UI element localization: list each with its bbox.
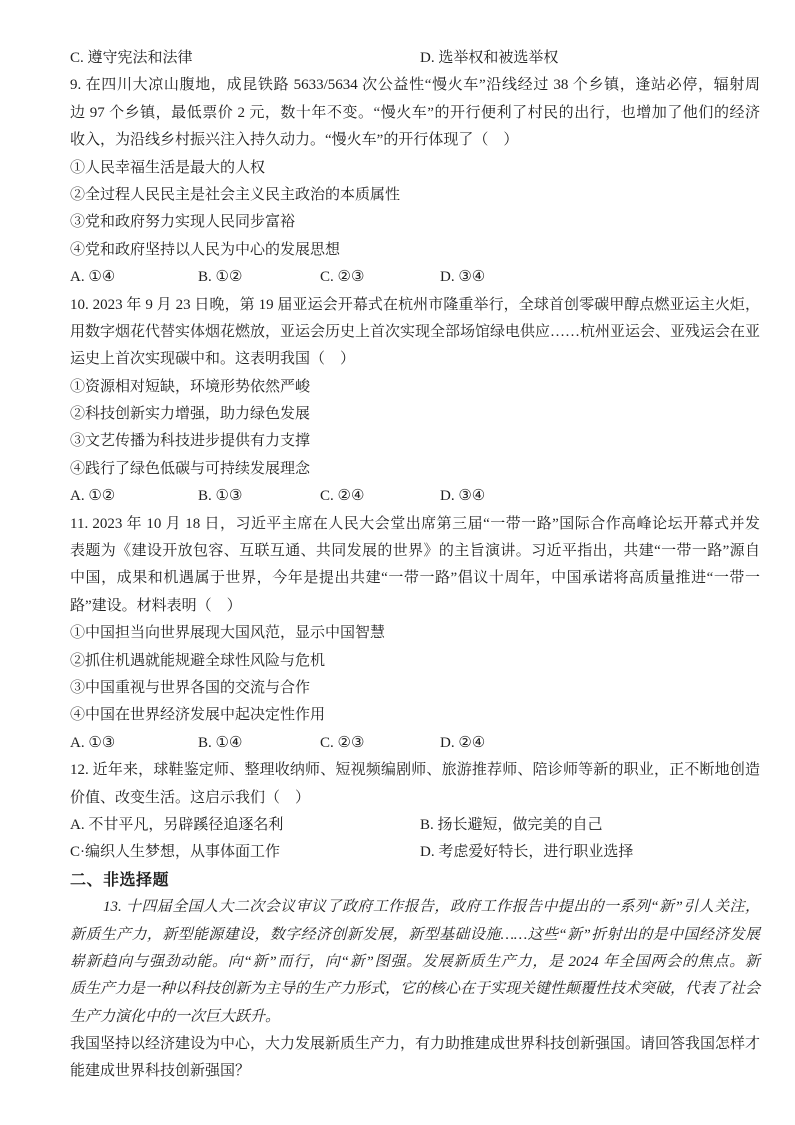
question-11-option-a: A. ①③ [70,734,116,751]
question-11-option-b: B. ①④ [198,734,243,751]
question-9-statement-1: ①人民幸福生活是最大的人权 [70,159,266,176]
question-9-stem-line-1: 9. 在四川大凉山腹地，成昆铁路 5633/5634 次公益性“慢火车”沿线经过 38 个乡镇，逢站必停，辐射周 [70,77,760,94]
question-9-statement-2: ②全过程人民民主是社会主义民主政治的本质属性 [70,186,401,203]
question-12-options-row-cd [70,839,760,866]
prior-option-d: D. 选举权和被选举权 [420,50,559,66]
question-11-stem-line-2: 表题为《建设开放包容、互联互通、共同发展的世界》的主旨演讲。习近平指出，共建“一带一路”源自 [70,543,760,560]
question-13-material-line-2: 新质生产力，新型能源建设，数字经济创新发展，新型基础设施……这些“新”折射出的是中国经济发展 [70,926,760,943]
question-11-stem-line-3: 中国，成果和机遇属于世界，今年是提出共建“一带一路”倡议十周年，中国承诺将高质量推进“一带一 [70,570,760,587]
question-10-statement-4: ④践行了绿色低碳与可持续发展理念 [70,460,311,477]
question-13-task-line-2: 能建成世界科技创新强国？ [70,1063,251,1080]
question-9-options-row [70,264,760,291]
question-9-option-a: A. ①④ [70,269,116,286]
question-11-statement-4: ④中国在世界经济发展中起决定性作用 [70,707,326,724]
question-13-material-line-4: 质生产力是一种以科技创新为主导的生产力形式，它的核心在于实现关键性颠覆性技术突破，代表了社会 [70,981,761,998]
question-11-statement-1: ①中国担当向世界展现大国风范，显示中国智慧 [70,625,386,642]
question-10-options-row [70,483,760,510]
question-9-option-c: C. ②③ [320,269,365,286]
question-9-option-d: D. ③④ [440,269,486,286]
question-13-material-line-1: 13. 十四届全国人大二次会议审议了政府工作报告，政府工作报告中提出的一系列“新”引人关注， [103,899,760,916]
question-10-stem-line-2: 用数字烟花代替实体烟花燃放，亚运会历史上首次实现全部场馆绿电供应……杭州亚运会、亚残运会在亚 [70,323,761,340]
question-11-statement-2: ②抓住机遇就能规避全球性风险与危机 [70,652,326,669]
question-10-option-b: B. ①③ [198,488,243,505]
question-11-statement-3: ③中国重视与世界各国的交流与合作 [70,679,311,696]
question-13-material-line-3: 崭新趋向与强劲动能。向“新”而行，向“新”图强。发展新质生产力，是 2024 年全国两会的焦点。新 [70,953,760,970]
question-13-task-line-1: 我国坚持以经济建设为中心，大力发展新质生产力，有力助推建成世界科技创新强国。请回答我国怎样才 [70,1036,761,1053]
question-11-option-c: C. ②③ [320,734,365,751]
question-12-stem-line-1: 12. 近年来，球鞋鉴定师、整理收纳师、短视频编剧师、旅游推荐师、陪诊师等新的职业，正不断地创造 [70,762,760,779]
question-9-statement-4: ④党和政府坚持以人民为中心的发展思想 [70,241,341,258]
question-10-stem-line-1: 10. 2023 年 9 月 23 日晚，第 19 届亚运会开幕式在杭州市隆重举行，全球首创零碳甲醇点燃亚运主火炬， [70,296,760,313]
question-12-options-row-ab [70,812,760,839]
question-10-statement-3: ③文艺传播为科技进步提供有力支撑 [70,433,311,450]
question-9-stem-line-2: 边 97 个乡镇，最低票价 2 元，数十年不变。“慢火车”的开行便利了村民的出行，也增加了他们的经济 [70,104,760,121]
question-10-statement-2: ②科技创新实力增强，助力绿色发展 [70,406,311,423]
question-9-statement-3: ③党和政府努力实现人民同步富裕 [70,214,296,231]
question-12-stem-line-2: 价值、改变生活。这启示我们（ ） [70,789,311,806]
question-11-stem-line-1: 11. 2023 年 10 月 18 日，习近平主席在人民大会堂出席第三届“一带一路”国际合作高峰论坛开幕式并发 [70,515,760,532]
question-12-option-b: B. 扬长避短，做完美的自己 [420,816,603,833]
question-10-stem-line-3: 运史上首次实现碳中和。这表明我国（ ） [70,351,356,368]
question-10-option-c: C. ②④ [320,488,365,505]
question-11-options-row [70,730,760,757]
question-10-option-d: D. ③④ [440,488,486,505]
question-11-stem-line-4: 路”建设。材料表明（ ） [70,597,242,614]
question-9-option-b: B. ①② [198,269,243,286]
question-12-option-c: C·编织人生梦想，从事体面工作 [70,844,281,861]
question-12-option-a: A. 不甘平凡，另辟蹊径追逐名利 [70,816,284,833]
question-10-option-a: A. ①② [70,488,116,505]
question-13-material-line-5: 生产力演化中的一次巨大跃升。 [70,1008,281,1025]
question-9-stem-line-3: 收入，为沿线乡村振兴注入持久动力。“慢火车”的开行体现了（ ） [70,132,519,149]
section-2-heading: 二、非选择题 [70,871,170,889]
question-12-option-d: D. 考虑爱好特长，进行职业选择 [420,844,634,861]
prior-option-c: C. 遵守宪法和法律 [70,50,193,66]
prior-question-options-row [70,45,760,72]
question-11-option-d: D. ②④ [440,734,486,751]
question-10-statement-1: ①资源相对短缺，环境形势依然严峻 [70,378,311,395]
